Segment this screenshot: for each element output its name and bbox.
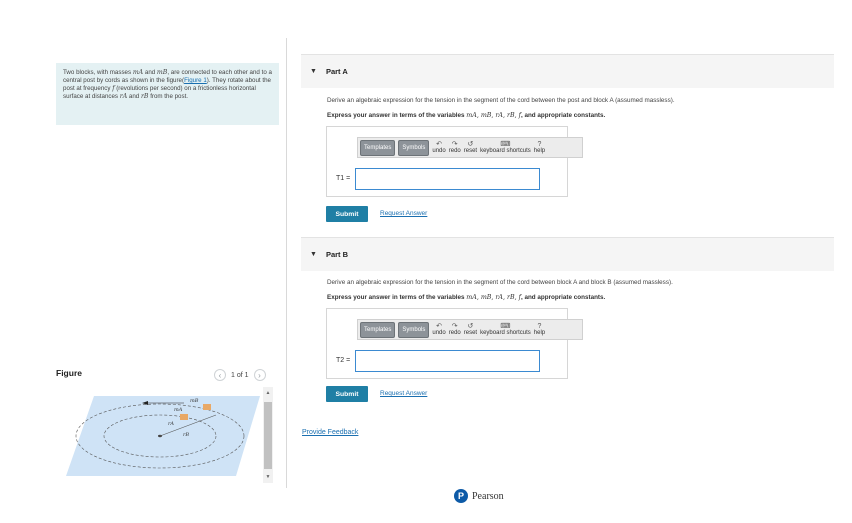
part-a-answer-box — [326, 126, 568, 197]
provide-feedback-link[interactable]: Provide Feedback — [302, 429, 359, 436]
problem-text: (revolutions per second) on a frictionless horizontal surface at distances — [63, 85, 256, 100]
redo-label: redo — [448, 329, 461, 336]
instruction-text: Express your answer in terms of the variables — [327, 112, 467, 119]
undo-label: undo — [432, 329, 446, 336]
undo-button[interactable] — [432, 324, 445, 336]
prev-figure-button[interactable]: ‹ — [214, 369, 226, 381]
answer-input[interactable] — [355, 350, 540, 372]
collapse-caret-icon[interactable]: ▼ — [310, 251, 317, 258]
help-label: help — [533, 329, 546, 336]
var-rA: rA — [119, 93, 128, 100]
var-mA: mA — [132, 69, 144, 76]
symbols-button[interactable]: Symbols — [398, 140, 429, 156]
part-b-description: Derive an algebraic expression for the tension in the segment of the cord between block A and block B (assumed massless). — [327, 279, 673, 286]
collapse-caret-icon[interactable]: ▼ — [310, 68, 317, 75]
redo-button[interactable] — [449, 324, 461, 336]
keyboard-label: keyboard shortcuts — [480, 147, 531, 154]
keyboard-shortcuts-button[interactable] — [480, 142, 531, 154]
help-label: help — [533, 147, 546, 154]
templates-button[interactable]: Templates — [360, 140, 395, 156]
label-mB: mB — [190, 398, 199, 404]
keyboard-label: keyboard shortcuts — [480, 329, 531, 336]
help-icon: ? — [537, 322, 542, 330]
undo-label: undo — [432, 147, 446, 154]
instruction-variables: mA, mB, rA, rB, f — [466, 112, 521, 119]
help-button[interactable] — [534, 324, 545, 336]
problem-text: and — [143, 69, 157, 76]
problem-text: Two blocks, with masses — [63, 69, 133, 76]
redo-icon: ↷ — [451, 140, 458, 148]
figure-pager — [214, 369, 266, 381]
help-icon: ? — [537, 140, 542, 148]
reset-icon: ↺ — [467, 322, 474, 330]
scrollbar-thumb[interactable] — [264, 402, 272, 469]
request-answer-link[interactable]: Request Answer — [380, 210, 428, 217]
undo-icon: ↶ — [436, 322, 442, 330]
keyboard-icon: ⌨ — [500, 322, 511, 330]
undo-icon: ↶ — [436, 140, 442, 148]
part-a-instructions — [327, 112, 605, 119]
keyboard-shortcuts-button[interactable] — [480, 324, 531, 336]
figure-page-count: 1 of 1 — [231, 371, 249, 379]
block-b — [203, 404, 211, 410]
redo-button[interactable] — [449, 142, 461, 154]
var-f: f — [112, 85, 115, 92]
label-rB: rB — [183, 432, 190, 438]
reset-label: reset — [463, 147, 478, 154]
math-toolbar — [357, 319, 583, 340]
column-divider — [286, 38, 287, 488]
problem-text: , are connected to each other and to a central post by cords as shown in the figure( — [63, 69, 272, 84]
problem-text: from the post. — [148, 93, 189, 100]
submit-button[interactable]: Submit — [326, 206, 368, 222]
part-b-header[interactable] — [301, 237, 834, 271]
problem-text: ). They rotate about the post at frequency — [63, 77, 271, 92]
frictionless-surface — [66, 396, 260, 476]
variable-label: T2 = — [336, 357, 351, 364]
reset-button[interactable] — [464, 324, 477, 336]
scroll-up-icon[interactable]: ▲ — [265, 390, 271, 396]
next-figure-button[interactable]: › — [254, 369, 266, 381]
figure-link[interactable]: Figure 1 — [184, 77, 207, 84]
templates-button[interactable]: Templates — [360, 322, 395, 338]
instruction-text: Express your answer in terms of the variables — [327, 294, 467, 301]
variable-label: T1 = — [336, 175, 351, 182]
brand-name: Pearson — [472, 490, 504, 502]
scroll-down-icon[interactable]: ▼ — [265, 474, 271, 480]
reset-button[interactable] — [464, 142, 477, 154]
instruction-text: , and appropriate constants. — [520, 294, 606, 301]
part-title: Part A — [325, 67, 348, 76]
problem-text: and — [127, 93, 141, 100]
pearson-logo — [454, 489, 504, 503]
part-b-instructions — [327, 294, 605, 301]
request-answer-link[interactable]: Request Answer — [380, 390, 428, 397]
label-mA: mA — [174, 407, 183, 413]
symbols-button[interactable]: Symbols — [398, 322, 429, 338]
pearson-logo-icon: P — [454, 489, 468, 503]
var-mB: mB — [156, 69, 168, 76]
undo-button[interactable] — [432, 142, 445, 154]
redo-label: redo — [448, 147, 461, 154]
label-rA: rA — [168, 421, 175, 427]
math-toolbar — [357, 137, 583, 158]
instruction-text: , and appropriate constants. — [520, 112, 606, 119]
submit-button[interactable]: Submit — [326, 386, 368, 402]
part-a-description: Derive an algebraic expression for the tension in the segment of the cord between the post and block A (assumed massless). — [327, 97, 675, 104]
figure-heading: Figure — [56, 368, 82, 378]
keyboard-icon: ⌨ — [500, 140, 511, 148]
part-a-header[interactable] — [301, 54, 834, 88]
help-button[interactable] — [534, 142, 545, 154]
redo-icon: ↷ — [451, 322, 458, 330]
reset-icon: ↺ — [467, 140, 474, 148]
var-rB: rB — [140, 93, 149, 100]
part-b-answer-box — [326, 308, 568, 379]
answer-input[interactable] — [355, 168, 540, 190]
instruction-variables: mA, mB, rA, rB, f — [466, 294, 521, 301]
reset-label: reset — [463, 329, 478, 336]
problem-statement — [56, 63, 279, 125]
part-title: Part B — [325, 250, 349, 259]
figure-image — [56, 388, 260, 483]
block-a — [180, 414, 188, 420]
